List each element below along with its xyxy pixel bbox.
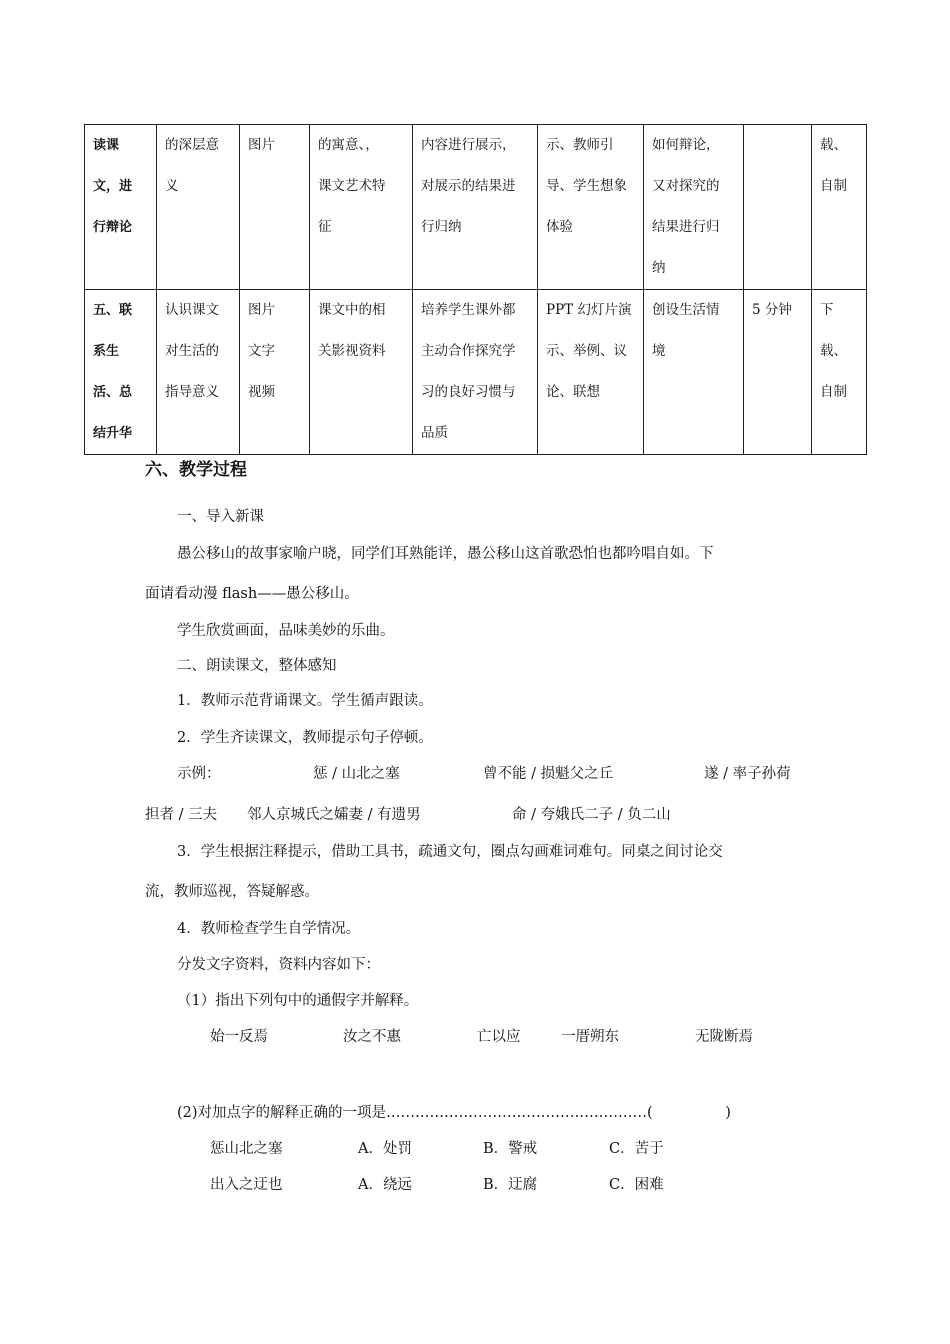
cell-text-line: 示、教师引 — [546, 137, 614, 153]
question-1-item: 亡以应 — [477, 1029, 521, 1045]
paragraph-step3-line1: 3．学生根据注释提示，借助工具书，疏通文句，圈点勾画难词难句。同桌之间讨论交 — [177, 844, 723, 860]
question-1-item: 无陇断焉 — [695, 1029, 753, 1045]
cell-text-line: 义 — [165, 178, 179, 194]
paragraph-appreciate: 学生欣赏画面，品味美妙的乐曲。 — [177, 623, 395, 639]
sample-pause-6: 命 / 夸娥氏二子 / 负二山 — [512, 807, 671, 823]
table-row — [85, 290, 867, 455]
cell-text-line: 自制 — [820, 384, 847, 400]
cell-text-line: 课文艺术特 — [318, 178, 386, 194]
table-cell-source — [812, 125, 867, 290]
table-cell-media-type — [240, 125, 310, 290]
question-2: (2)对加点字的解释正确的一项是………………………………………………( ) — [177, 1105, 731, 1121]
cell-text-line: 导、学生想象 — [546, 178, 627, 194]
table-cell-method — [538, 290, 644, 455]
cell-text-line: 载、 — [820, 343, 847, 359]
question-2-option-b: B．迂腐 — [483, 1177, 538, 1193]
cell-text-line: 指导意义 — [165, 384, 219, 400]
question-2-option-b: B．警戒 — [483, 1141, 538, 1157]
cell-text-line: 的深层意 — [165, 137, 219, 153]
table-cell-stage — [85, 290, 157, 455]
cell-text-line: 下 — [820, 302, 834, 318]
question-2-word: 惩山北之塞 — [210, 1141, 283, 1157]
section-heading: 六、教学过程 — [145, 460, 247, 480]
sample-pause-3: 遂 / 率子孙荷 — [704, 766, 791, 782]
cell-text-line: 对展示的结果进 — [421, 178, 516, 194]
cell-text-line: 品质 — [421, 425, 448, 441]
question-2-option-c: C．苦于 — [609, 1141, 664, 1157]
cell-text-line: 结升华 — [93, 426, 133, 441]
question-1-item: 汝之不惠 — [343, 1029, 401, 1045]
paragraph-intro-line1: 愚公移山的故事家喻户晓，同学们耳熟能详，愚公移山这首歌恐怕也都吟唱自如。下 — [177, 546, 714, 562]
cell-text-line: 行辩论 — [93, 220, 133, 235]
cell-text-line: 5 分钟 — [752, 302, 792, 318]
paragraph-reading-title: 二、朗读课文，整体感知 — [177, 658, 337, 674]
cell-text-line: 论、联想 — [546, 384, 600, 400]
cell-text-line: 内容进行展示， — [421, 137, 516, 153]
paragraph-intro-title: 一、导入新课 — [177, 509, 264, 525]
cell-text-line: 活、总 — [93, 385, 133, 400]
cell-text-line: 视频 — [248, 384, 275, 400]
table-cell-design — [644, 290, 744, 455]
cell-text-line: 创设生活情 — [652, 302, 720, 318]
sample-pause-2: 曾不能 / 损魁父之丘 — [483, 766, 614, 782]
paragraph-step1: 1．教师示范背诵课文。学生循声跟读。 — [177, 693, 433, 709]
paragraph-step2: 2．学生齐读课文，教师提示句子停顿。 — [177, 730, 433, 746]
question-2-option-a: A．绕远 — [358, 1177, 412, 1193]
table-cell-time — [744, 290, 812, 455]
table-cell-media-type — [240, 290, 310, 455]
table-cell-content — [310, 290, 413, 455]
table-row — [85, 125, 867, 290]
table-cell-source — [812, 290, 867, 455]
cell-text-line: 对生活的 — [165, 343, 219, 359]
question-2-word: 出入之迂也 — [210, 1177, 283, 1193]
cell-text-line: 五、联 — [93, 303, 133, 318]
cell-text-line: 课文中的相 — [318, 302, 386, 318]
cell-text-line: 载、 — [820, 137, 847, 153]
cell-text-line: 体验 — [546, 219, 573, 235]
question-1: （1）指出下列句中的通假字并解释。 — [177, 993, 419, 1009]
sample-pause-1: 惩 / 山北之塞 — [313, 766, 400, 782]
cell-text-line: 的寓意、， — [318, 137, 379, 153]
cell-text-line: 认识课文 — [165, 302, 219, 318]
cell-text-line: 系生 — [93, 344, 120, 359]
question-2-option-c: C．困难 — [609, 1177, 664, 1193]
table-cell-objective — [157, 290, 240, 455]
table-cell-method — [538, 125, 644, 290]
cell-text-line: 征 — [318, 219, 332, 235]
question-1-item: 一厝朔东 — [561, 1029, 619, 1045]
sample-pause-4: 担者 / 三夫 — [145, 807, 218, 823]
table-cell-role — [413, 125, 538, 290]
cell-text-line: 读课 — [93, 138, 120, 153]
table-cell-content — [310, 125, 413, 290]
table-cell-stage — [85, 125, 157, 290]
paragraph-handout: 分发文字资料，资料内容如下： — [177, 957, 380, 973]
cell-text-line: PPT 幻灯片演 — [546, 302, 632, 318]
cell-text-line: 关影视资料 — [318, 343, 386, 359]
table-cell-role — [413, 290, 538, 455]
sample-label: 示例： — [177, 766, 221, 782]
table-cell-design — [644, 125, 744, 290]
cell-text-line: 如何辩论， — [652, 137, 720, 153]
paragraph-step4: 4．教师检查学生自学情况。 — [177, 921, 361, 937]
paragraph-intro-line2: 面请看动漫 flash——愚公移山。 — [145, 586, 359, 602]
lesson-plan-table — [84, 124, 867, 455]
cell-text-line: 图片 — [248, 302, 275, 318]
cell-text-line: 习的良好习惯与 — [421, 384, 516, 400]
cell-text-line: 行归纳 — [421, 219, 462, 235]
sample-pause-5: 邻人京城氏之孀妻 / 有遗男 — [247, 807, 421, 823]
cell-text-line: 图片 — [248, 137, 275, 153]
question-2-option-a: A．处罚 — [358, 1141, 412, 1157]
paragraph-step3-line2: 流，教师巡视，答疑解惑。 — [145, 884, 319, 900]
question-1-item: 始一反焉 — [210, 1029, 268, 1045]
cell-text-line: 自制 — [820, 178, 847, 194]
cell-text-line: 境 — [652, 343, 666, 359]
cell-text-line: 文，进 — [93, 179, 133, 194]
table-cell-objective — [157, 125, 240, 290]
cell-text-line: 文字 — [248, 343, 275, 359]
cell-text-line: 又对探究的 — [652, 178, 720, 194]
cell-text-line: 结果进行归 — [652, 219, 720, 235]
cell-text-line: 主动合作探究学 — [421, 343, 516, 359]
cell-text-line: 纳 — [652, 260, 666, 276]
table-cell-time — [744, 125, 812, 290]
cell-text-line: 培养学生课外都 — [421, 302, 516, 318]
cell-text-line: 示、举例、议 — [546, 343, 627, 359]
